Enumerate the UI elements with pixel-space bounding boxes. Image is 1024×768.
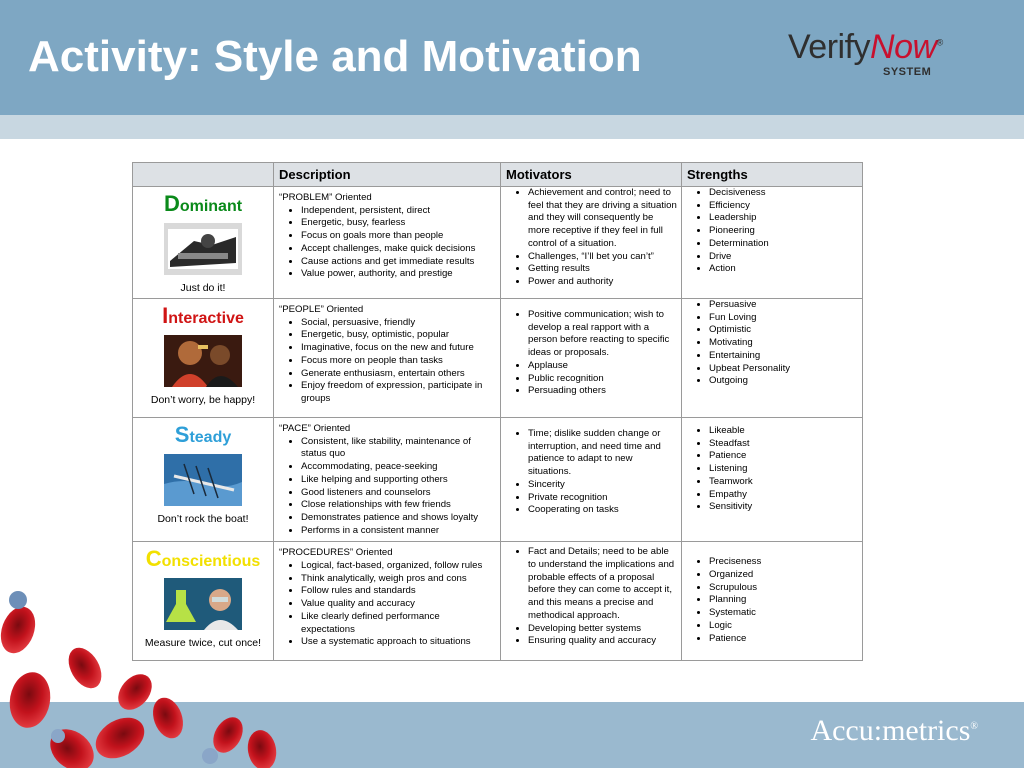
motivators-conscientious xyxy=(501,542,682,661)
strengths-steady xyxy=(682,418,863,542)
photo-rowing-team xyxy=(164,454,242,506)
list-item: • Teamwork xyxy=(709,476,858,489)
list-item: • Focus more on people than tasks xyxy=(301,355,496,368)
accumetrics-logo: Accu:metrics® xyxy=(810,714,978,747)
list-item: • Positive communication; wish to develop a real rapport with a person before reacting to specific ideas or proposals. xyxy=(528,309,677,360)
list-item: • Cause actions and get immediate results xyxy=(301,256,496,269)
style-cell-interactive xyxy=(133,299,274,418)
table-row-steady xyxy=(133,418,863,542)
list-item: • Scrupulous xyxy=(709,582,858,595)
list-item: • Upbeat Personality xyxy=(709,363,858,376)
list-item: • Drive xyxy=(709,251,858,264)
motto-steady: Don’t rock the boat! xyxy=(157,513,249,525)
header-description: Description xyxy=(274,163,501,187)
list-item: • Optimistic xyxy=(709,324,858,337)
list-item: • Independent, persistent, direct xyxy=(301,205,496,218)
list-item: • Private recognition xyxy=(528,492,677,505)
style-name-conscientious: Conscientious xyxy=(145,546,261,572)
list-item: • Imaginative, focus on the new and future xyxy=(301,342,496,355)
strengths-conscientious xyxy=(682,542,863,661)
style-name-interactive: Interactive xyxy=(162,303,244,328)
list-item: • Patience xyxy=(709,450,858,463)
table-row-conscientious xyxy=(133,542,863,661)
list-item: • Determination xyxy=(709,238,858,251)
slide-title: Activity: Style and Motivation xyxy=(28,32,642,81)
list-item: • Organized xyxy=(709,569,858,582)
description-interactive xyxy=(274,299,501,418)
list-item: • Like helping and supporting others xyxy=(301,474,496,487)
list-item: • Persuasive xyxy=(709,299,858,312)
list-item: • Steadfast xyxy=(709,438,858,451)
motto-conscientious: Measure twice, cut once! xyxy=(144,637,262,650)
list-item: • Leadership xyxy=(709,212,858,225)
list-item: • Empathy xyxy=(709,489,858,502)
list-item: • Enjoy freedom of expression, participate in groups xyxy=(301,380,496,405)
list-item: • Fun Loving xyxy=(709,312,858,325)
style-cell-dominant xyxy=(133,187,274,299)
list-item: • Demonstrates patience and shows loyalty xyxy=(301,512,496,525)
list-item: • Decisiveness xyxy=(709,187,858,200)
description-dominant xyxy=(274,187,501,299)
list-item: • Value quality and accuracy xyxy=(301,598,496,611)
orientation-dominant: “PROBLEM” Oriented xyxy=(279,192,372,203)
description-steady xyxy=(274,418,501,542)
motto-interactive: Don’t worry, be happy! xyxy=(150,394,256,406)
list-item: • Persuading others xyxy=(528,385,677,398)
strengths-dominant xyxy=(682,187,863,299)
list-item: • Value power, authority, and prestige xyxy=(301,268,496,281)
strengths-interactive xyxy=(682,299,863,418)
header-motivators: Motivators xyxy=(501,163,682,187)
style-name-dominant: Dominant xyxy=(163,191,243,216)
photo-scientist-flask xyxy=(164,578,242,630)
motivators-interactive xyxy=(501,299,682,418)
list-item: • Developing better systems xyxy=(528,623,677,636)
list-item: • Generate enthusiasm, entertain others xyxy=(301,368,496,381)
list-item: • Efficiency xyxy=(709,200,858,213)
list-item: • Accept challenges, make quick decisions xyxy=(301,243,496,256)
list-item: • Challenges, “I’ll bet you can’t” xyxy=(528,251,677,264)
list-item: • Applause xyxy=(528,360,677,373)
table-row-dominant xyxy=(133,187,863,299)
list-item: • Getting results xyxy=(528,263,677,276)
list-item: • Use a systematic approach to situations xyxy=(301,636,496,649)
list-item: • Close relationships with few friends xyxy=(301,499,496,512)
description-conscientious xyxy=(274,542,501,661)
motivators-dominant xyxy=(501,187,682,299)
list-item: • Accommodating, peace-seeking xyxy=(301,461,496,474)
table-header-row xyxy=(133,163,863,187)
motto-dominant: Just do it! xyxy=(180,282,226,294)
list-item: • Focus on goals more than people xyxy=(301,230,496,243)
motivators-steady xyxy=(501,418,682,542)
list-item: • Listening xyxy=(709,463,858,476)
style-name-steady: Steady xyxy=(174,422,232,447)
list-item: • Patience xyxy=(709,633,858,646)
list-item: • Social, persuasive, friendly xyxy=(301,317,496,330)
list-item: • Consistent, like stability, maintenance of status quo xyxy=(301,436,496,461)
list-item: • Motivating xyxy=(709,337,858,350)
orientation-conscientious: “PROCEDURES” Oriented xyxy=(279,547,393,559)
style-cell-steady xyxy=(133,418,274,542)
list-item: • Energetic, busy, optimistic, popular xyxy=(301,329,496,342)
list-item: • Power and authority xyxy=(528,276,677,289)
header-band xyxy=(0,115,1024,139)
list-item: • Good listeners and counselors xyxy=(301,487,496,500)
orientation-steady: “PACE” Oriented xyxy=(279,423,351,434)
list-item: • Action xyxy=(709,263,858,276)
list-item: • Likeable xyxy=(709,425,858,438)
list-item: • Entertaining xyxy=(709,350,858,363)
list-item: • Pioneering xyxy=(709,225,858,238)
list-item: • Think analytically, weigh pros and cons xyxy=(301,573,496,586)
list-item: • Energetic, busy, fearless xyxy=(301,217,496,230)
list-item: • Ensuring quality and accuracy xyxy=(528,635,677,648)
list-item: • Logical, fact-based, organized, follow rules xyxy=(301,560,496,573)
style-cell-conscientious xyxy=(133,542,274,661)
list-item: • Time; dislike sudden change or interruption, and need time and patience to adapt to new situations. xyxy=(528,428,677,479)
list-item: • Outgoing xyxy=(709,375,858,388)
list-item: • Public recognition xyxy=(528,373,677,386)
table-row-interactive xyxy=(133,299,863,418)
verifynow-logo: VerifyNow® SYSTEM xyxy=(788,28,943,78)
list-item: • Performs in a consistent manner xyxy=(301,525,496,538)
list-item: • Logic xyxy=(709,620,858,633)
list-item: • Sincerity xyxy=(528,479,677,492)
photo-race-driver xyxy=(164,223,242,275)
style-motivation-table xyxy=(132,162,863,661)
list-item: • Like clearly defined performance expectations xyxy=(301,611,496,636)
orientation-interactive: “PEOPLE” Oriented xyxy=(279,304,364,315)
list-item: • Sensitivity xyxy=(709,501,858,514)
list-item: • Achievement and control; need to feel that they are driving a situation and they will consequently be more receptive if they feel in full control of a situation. xyxy=(528,187,677,251)
list-item: • Systematic xyxy=(709,607,858,620)
list-item: • Fact and Details; need to be able to understand the implications and probable effects of a proposal before they can come to accept it, and this means a precise and methodical approach. xyxy=(528,546,677,622)
photo-party-people xyxy=(164,335,242,387)
list-item: • Cooperating on tasks xyxy=(528,504,677,517)
list-item: • Follow rules and standards xyxy=(301,585,496,598)
list-item: • Preciseness xyxy=(709,556,858,569)
header-style xyxy=(133,163,274,187)
list-item: • Planning xyxy=(709,594,858,607)
header-strengths: Strengths xyxy=(682,163,863,187)
